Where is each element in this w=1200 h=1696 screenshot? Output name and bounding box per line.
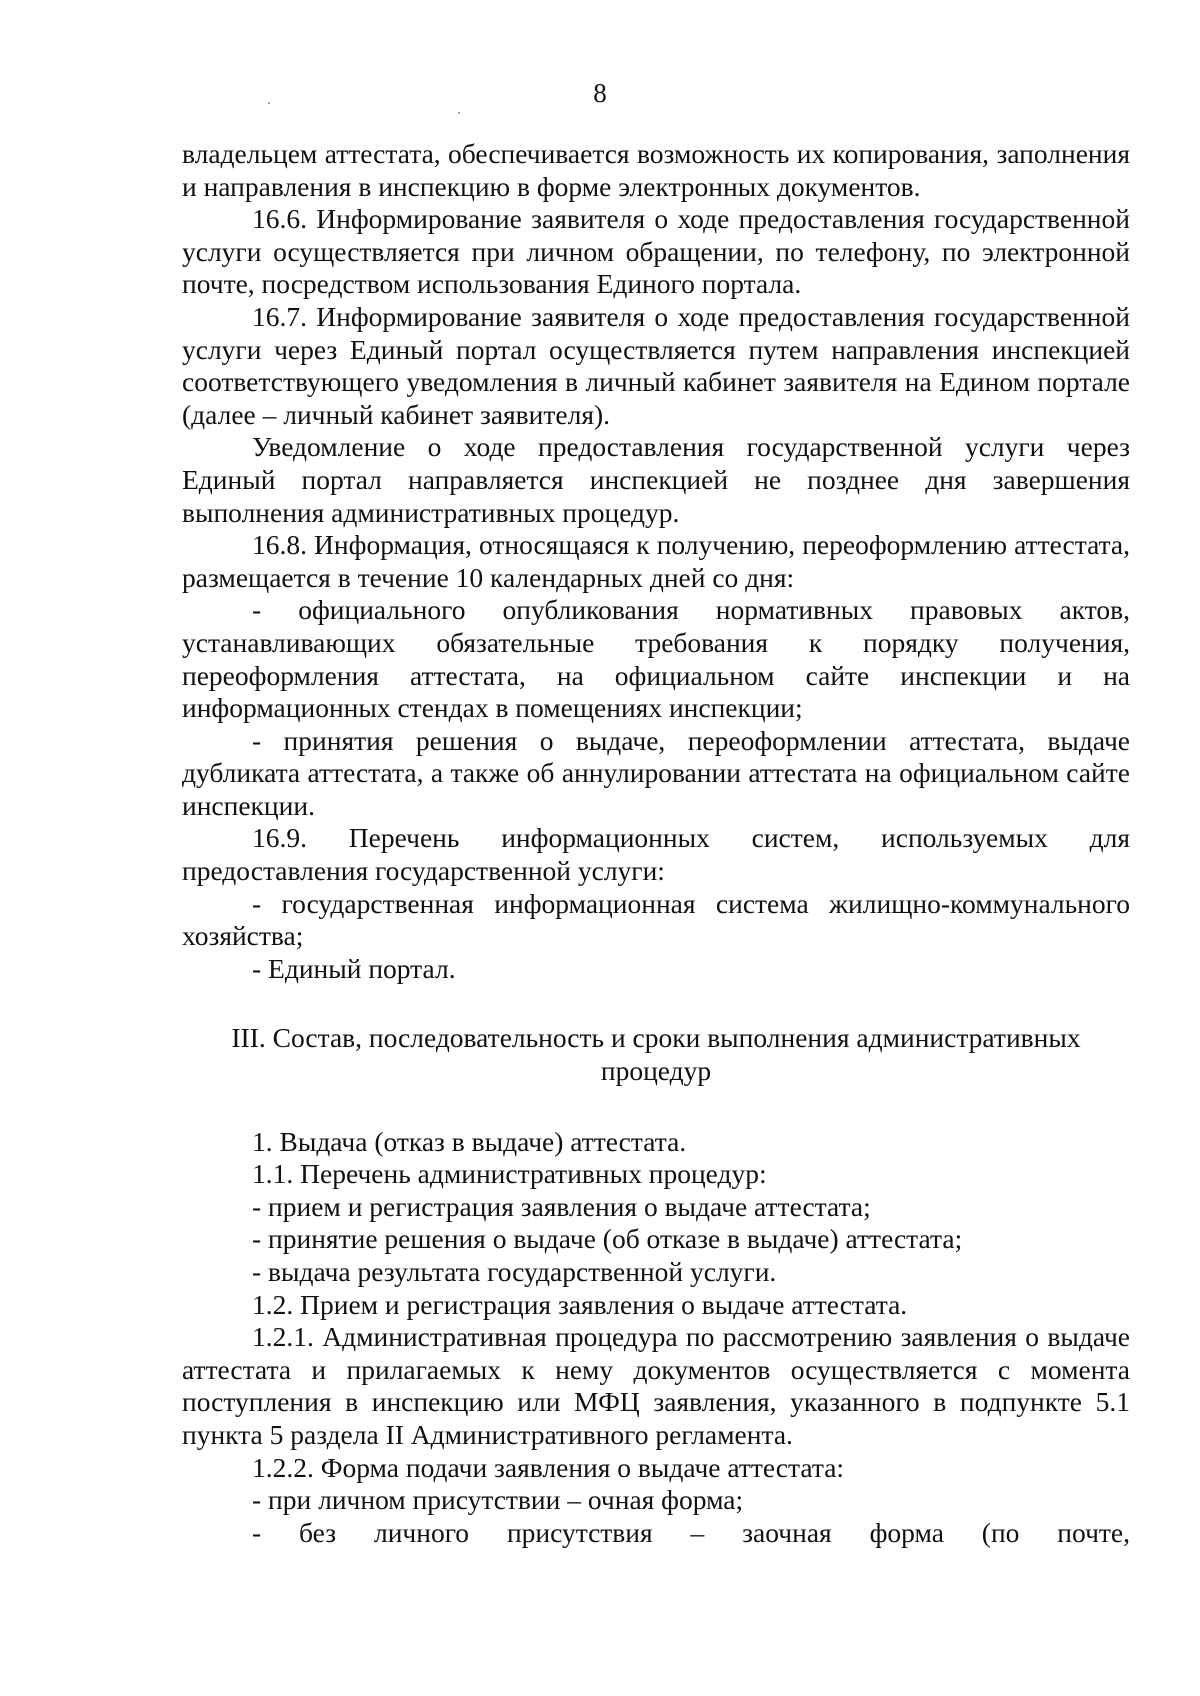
paragraph-1-2-1: 1.2.1. Административная процедура по рассмотрению заявления о выдаче аттестата и прилагаемых к нему документов осуществляется с момента поступления в инспекцию или МФЦ заявления, указанного в подпункте 5.1 пункта 5 раздела II Административного регламента. — [182, 1321, 1130, 1450]
paragraph-continuation: владельцем аттестата, обеспечивается возможность их копирования, заполнения и направления в инспекцию в форме электронных документов. — [182, 138, 1130, 202]
list-item-unified-portal: - Единый портал. — [252, 952, 456, 984]
list-item-decision: - принятия решения о выдаче, переоформлении аттестата, выдаче дубликата аттестата, а также об аннулировании аттестата на официальном сайте инспекции. — [182, 724, 1130, 821]
section-heading: III. Состав, последовательность и сроки выполнения административных процедур — [231, 1022, 1081, 1087]
paragraph-16-9: 16.9. Перечень информационных систем, используемых для предоставления государственной услуги: — [182, 822, 1130, 887]
paragraph-1: 1. Выдача (отказ в выдаче) аттестата. — [252, 1125, 687, 1157]
list-item-decision-issue: - принятие решения о выдаче (об отказе в выдаче) аттестата; — [252, 1223, 963, 1255]
scan-speck — [458, 112, 460, 114]
list-item-reception: - прием и регистрация заявления о выдаче аттестата; — [252, 1190, 871, 1222]
document-body — [182, 138, 1130, 1549]
list-item-result: - выдача результата государственной услуги. — [252, 1256, 777, 1287]
paragraph-1-2: 1.2. Прием и регистрация заявления о выдаче аттестата. — [252, 1288, 908, 1320]
paragraph-1-2-2: 1.2.2. Форма подачи заявления о выдаче аттестата: — [252, 1451, 845, 1483]
list-item-in-person: - при личном присутствии – очная форма; — [252, 1484, 744, 1516]
paragraph-notification: Уведомление о ходе предоставления государственной услуги через Единый портал направляется инспекцией не позднее дня завершения выполнения административных процедур. — [182, 431, 1130, 528]
paragraph-16-7: 16.7. Информирование заявителя о ходе предоставления государственной услуги через Единый портал осуществляется путем направления инспекцией соответствующего уведомления в личный кабинет заявителя на Едином портале (далее – личный кабинет заявителя). — [182, 300, 1130, 430]
paragraph-1-1: 1.1. Перечень административных процедур: — [252, 1158, 767, 1190]
list-item-gis-zhkh: - государственная информационная система жилищно-коммунального хозяйства; — [182, 887, 1130, 952]
list-item-remote: - без личного присутствия – заочная форма (по почте, — [252, 1516, 1130, 1548]
page-number: 8 — [593, 78, 607, 108]
paragraph-16-8: 16.8. Информация, относящаяся к получению, переоформлению аттестата, размещается в течение 10 календарных дней со дня: — [182, 529, 1130, 593]
list-item-publication: - официального опубликования нормативных правовых актов, устанавливающих обязательные требования к порядку получения, переоформления аттестата, на официальном сайте инспекции и на информационных стендах в помещениях инспекции; — [182, 594, 1130, 724]
paragraph-16-6: 16.6. Информирование заявителя о ходе предоставления государственной услуги осуществляется при личном обращении, по телефону, по электронной почте, посредством использования Единого портала. — [182, 203, 1130, 300]
